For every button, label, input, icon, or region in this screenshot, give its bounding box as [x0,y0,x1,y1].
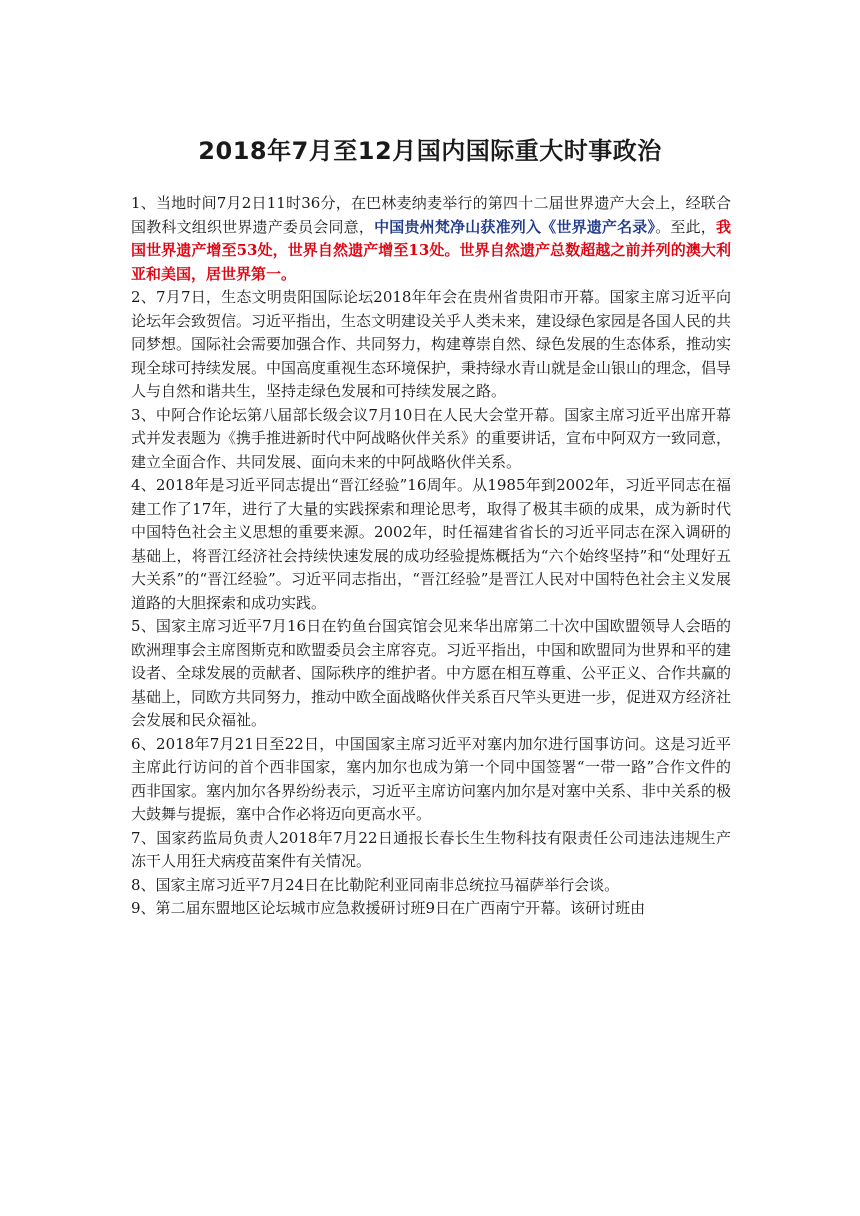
item-1-highlight-red: 我国世界遗产增至53处，世界自然遗产增至13处。世界自然遗产总数超越之前并列的澳大利亚和美国，居世界第一。 [131,217,731,283]
list-item-6: 6、2018年7月21日至22日，中国国家主席习近平对塞内加尔进行国事访问。这是习近平主席此行访问的首个西非国家，塞内加尔也成为第一个同中国签署“一带一路”合作文件的西非国家。塞内加尔各界纷纷表示，习近平主席访问塞内加尔是对塞中关系、非中关系的极大鼓舞与提振，塞中合作必将迈向更高水平。 [131,734,732,823]
document-body [131,192,731,921]
page-title: 2018年7月至12月国内国际重大时事政治 [198,137,662,165]
item-1-highlight-blue: 中国贵州梵净山获准列入《世界遗产名录》 [374,217,656,236]
list-item-5: 5、国家主席习近平7月16日在钓鱼台国宾馆会见来华出席第二十次中国欧盟领导人会晤的欧洲理事会主席图斯克和欧盟委员会主席容克。习近平指出，中国和欧盟同为世界和平的建设者、全球发展的贡献者、国际秩序的维护者。中方愿在相互尊重、公平正义、合作共赢的基础上，同欧方共同努力，推动中欧全面战略伙伴关系百尺竿头更进一步，促进双方经济社会发展和民众福祉。 [131,617,732,729]
item-1-text-2: 。至此， [655,217,716,236]
list-item-9: 9、第二届东盟地区论坛城市应急救援研讨班9日在广西南宁开幕。该研讨班由 [131,899,646,917]
list-item-2: 2、7月7日，生态文明贵阳国际论坛2018年年会在贵州省贵阳市开幕。国家主席习近平向论坛年会致贺信。习近平指出，生态文明建设关乎人类未来，建设绿色家园是各国人民的共同梦想。国际社会需要加强合作、共同努力，构建尊崇自然、绿色发展的生态体系，推动实现全球可持续发展。中国高度重视生态环境保护，秉持绿水青山就是金山银山的理念，倡导人与自然和谐共生，坚持走绿色发展和可持续发展之路。 [131,288,732,400]
list-item-8: 8、国家主席习近平7月24日在比勒陀利亚同南非总统拉马福萨举行会谈。 [131,875,620,894]
list-item-3: 3、中阿合作论坛第八届部长级会议7月10日在人民大会堂开幕。国家主席习近平出席开幕式并发表题为《携手推进新时代中阿战略伙伴关系》的重要讲话，宣布中阿双方一致同意，建立全面合作、共同发展、面向未来的中阿战略伙伴关系。 [131,405,732,471]
item-1-text: 1、当地时间7月2日11时36分，在巴林麦纳麦举行的第四十二届世界遗产大会上，经联合国教科文组织世界遗产委员会同意， [131,194,731,236]
list-item-4: 4、2018年是习近平同志提出“晋江经验”16周年。从1985年到2002年，习近平同志在福建工作了17年，进行了大量的实践探索和理论思考，取得了极其丰硕的成果，成为新时代中国特色社会主义思想的重要来源。2002年，时任福建省省长的习近平同志在深入调研的基础上，将晋江经济社会持续快速发展的成功经验提炼概括为“六个始终坚持”和“处理好五大关系”的“晋江经验”。习近平同志指出，“晋江经验”是晋江人民对中国特色社会主义发展道路的大胆探索和成功实践。 [131,476,731,612]
list-item-1 [131,192,731,286]
list-item-7: 7、国家药监局负责人2018年7月22日通报长春长生生物科技有限责任公司违法违规生产冻干人用狂犬病疫苗案件有关情况。 [131,828,731,870]
